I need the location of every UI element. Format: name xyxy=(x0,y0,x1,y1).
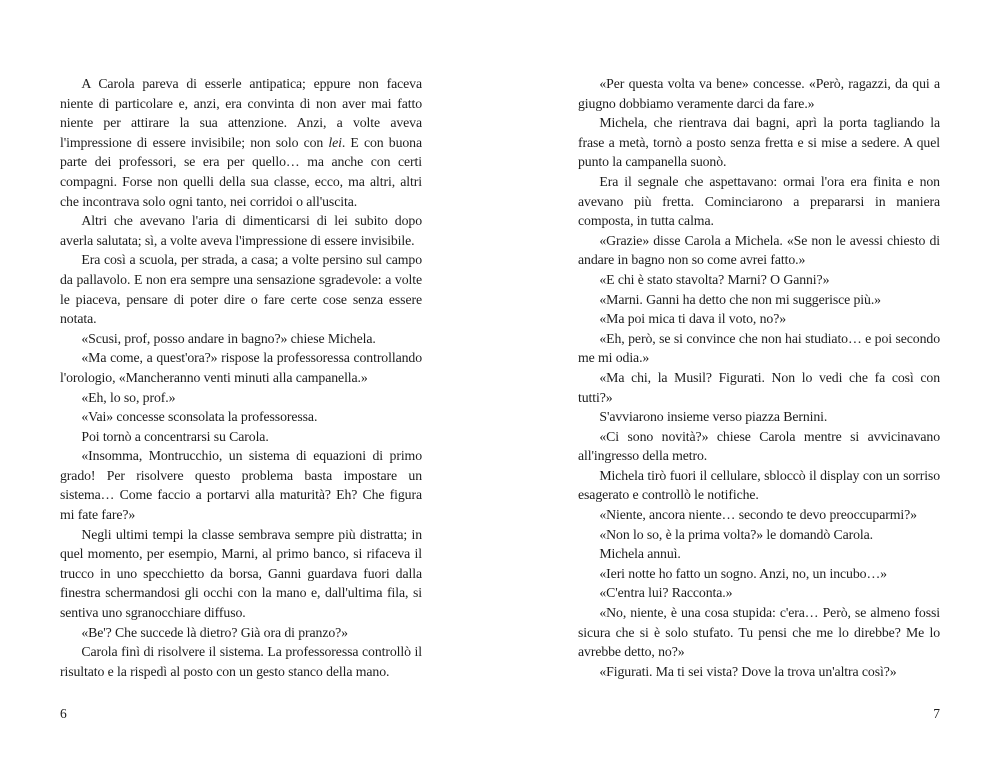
right-page-text xyxy=(578,74,940,681)
paragraph: Altri che avevano l'aria di dimenticarsi di lei subito dopo averla salutata; sì, a volte aveva l'impressione di essere invisibile. xyxy=(60,213,422,248)
paragraph: «Non lo so, è la prima volta?» le domandò Carola. xyxy=(599,526,874,542)
paragraph: Carola finì di risolvere il sistema. La professoressa controllò il risultato e la rispedì al posto con un gesto stanco della mano. xyxy=(60,644,422,679)
paragraph: «Niente, ancora niente… secondo te devo preoccuparmi?» xyxy=(599,507,917,523)
paragraph: «Eh, però, se si convince che non hai studiato… e poi secondo me mi odia.» xyxy=(578,330,940,366)
paragraph: Poi tornò a concentrarsi su Carola. xyxy=(81,428,269,444)
paragraph: «Ma poi mica ti dava il voto, no?» xyxy=(599,311,787,327)
paragraph: Michela, che rientrava dai bagni, aprì la porta tagliando la frase a metà, tornò a posto senza fretta e si mise a sedere. A quel punto la campanella suonò. xyxy=(578,115,940,170)
paragraph: Era così a scuola, per strada, a casa; a volte persino sul campo da pallavolo. E non era sempre una sensazione sgradevole: a volte le piaceva, pensare di poter dire o fare certe cose senza essere notata. xyxy=(60,252,422,327)
left-page-text xyxy=(60,74,422,681)
paragraph: «Eh, lo so, prof.» xyxy=(81,389,176,405)
paragraph: A Carola pareva di esserle antipatica; eppure non faceva niente di particolare e, anzi, era convinta di non aver mai fatto niente per attirare la sua attenzione. Anzi, a volte aveva l'impressione di essere invisibile; non solo con lei. E con buona parte dei professori, se era per quello… ma anche con certi compagni. Forse non quelli della sua classe, ecco, ma altri, altri che incontrava solo ogni tanto, nei corridoi o all'uscita. xyxy=(60,76,422,209)
paragraph: «No, niente, è una cosa stupida: c'era… Però, se almeno fossi sicura che si è solo stufato. Tu pensi che me lo direbbe? Me lo avrebbe detto, no?» xyxy=(578,605,940,660)
paragraph: «Ma chi, la Musil? Figurati. Non lo vedi che fa così con tutti?» xyxy=(578,369,940,405)
paragraph: S'avviarono insieme verso piazza Bernini. xyxy=(599,409,828,425)
paragraph: «C'entra lui? Racconta.» xyxy=(599,585,733,601)
paragraph: «Grazie» disse Carola a Michela. «Se non le avessi chiesto di andare in bagno non so come avrei fatto.» xyxy=(578,232,940,268)
paragraph: «Scusi, prof, posso andare in bagno?» chiese Michela. xyxy=(81,330,376,346)
right-page-number: 7 xyxy=(933,706,940,721)
paragraph: Michela tirò fuori il cellulare, sbloccò il display con un sorriso esagerato e controllò le notifiche. xyxy=(578,467,940,503)
paragraph: «Marni. Ganni ha detto che non mi suggerisce più.» xyxy=(599,291,881,307)
paragraph: Michela annuì. xyxy=(599,546,681,562)
paragraph: Negli ultimi tempi la classe sembrava sempre più distratta; in quel momento, per esempio, Marni, al primo banco, si rifaceva il trucco in uno specchietto da borsa, Ganni guardava fuori dalla finestra schermandosi gli occhi con la mano e, dall'ultima fila, si sentiva uno sgranocchiare diffuso. xyxy=(60,526,422,621)
paragraph: «Ieri notte ho fatto un sogno. Anzi, no, un incubo…» xyxy=(599,565,887,581)
paragraph: Era il segnale che aspettavano: ormai l'ora era finita e non avevano più fretta. Cominciarono a prepararsi in maniera composta, in tutta calma. xyxy=(578,173,940,229)
paragraph: «Vai» concesse sconsolata la professoressa. xyxy=(81,409,318,425)
paragraph: «Figurati. Ma ti sei vista? Dove la trova un'altra così?» xyxy=(599,663,897,679)
paragraph: «Ma come, a quest'ora?» rispose la professoressa controllando l'orologio, «Mancheranno venti minuti alla campanella.» xyxy=(60,350,422,385)
paragraph: «Be'? Che succede là dietro? Già ora di pranzo?» xyxy=(81,624,348,640)
paragraph: «Ci sono novità?» chiese Carola mentre si avvicinavano all'ingresso della metro. xyxy=(578,428,940,464)
paragraph: «E chi è stato stavolta? Marni? O Ganni?» xyxy=(599,271,830,287)
left-page-number: 6 xyxy=(60,706,67,721)
paragraph: «Per questa volta va bene» concesse. «Però, ragazzi, da qui a giugno dobbiamo veramente darci da fare.» xyxy=(578,76,940,111)
paragraph: «Insomma, Montrucchio, un sistema di equazioni di primo grado! Per risolvere questo problema basta impostare un sistema… Come faccio a portarvi alla maturità? Eh? Che figura mi fate fare?» xyxy=(60,448,422,523)
